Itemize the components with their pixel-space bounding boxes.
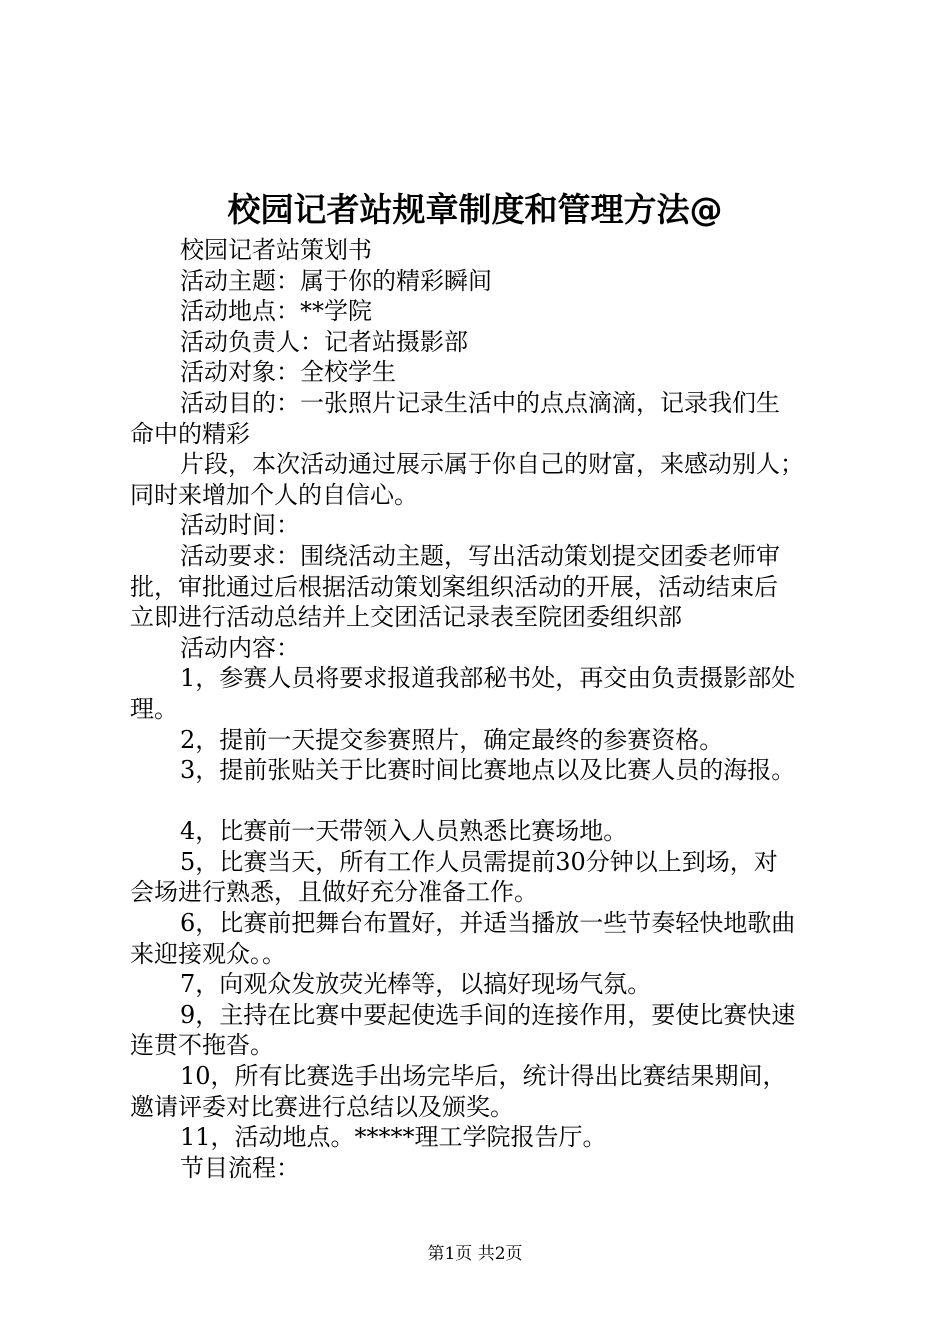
text-line: 4，比赛前一天带领入人员熟悉比赛场地。	[180, 817, 628, 846]
text-line: 6，比赛前把舞台布置好，并适当播放一些节奏轻快地歌曲	[180, 909, 796, 938]
text-line: 校园记者站策划书	[180, 236, 372, 264]
text-line: 理。	[130, 694, 178, 723]
document-body	[130, 235, 835, 1183]
text-line: 批，审批通过后根据活动策划案组织活动的开展，活动结束后	[130, 572, 778, 601]
text-line: 3，提前张贴关于比赛时间比赛地点以及比赛人员的海报。	[180, 756, 796, 785]
text-line: 9，主持在比赛中要起使选手间的连接作用，要使比赛快速	[180, 1000, 796, 1029]
page-footer: 第1页 共2页	[427, 1244, 523, 1264]
text-line: 活动主题：属于你的精彩瞬间	[180, 266, 492, 295]
text-line: 同时来增加个人的自信心。	[130, 480, 418, 509]
text-line: 2，提前一天提交参赛照片，确定最终的参赛资格。	[180, 725, 724, 754]
text-line: 命中的精彩	[130, 419, 250, 448]
text-line: 活动负责人：记者站摄影部	[180, 327, 468, 356]
text-line: 活动要求：围绕活动主题，写出活动策划提交团委老师审	[180, 541, 780, 570]
text-line: 10，所有比赛选手出场完毕后，统计得出比赛结果期间，	[180, 1062, 787, 1091]
text-line: 会场进行熟悉，且做好充分准备工作。	[130, 878, 538, 907]
text-line: 7，向观众发放荧光棒等，以搞好现场气氛。	[180, 970, 652, 999]
document-title: 校园记者站规章制度和管理方法@	[227, 190, 723, 229]
text-line: 活动时间：	[180, 511, 300, 540]
text-line: 活动目的：一张照片记录生活中的点点滴滴，记录我们生	[180, 388, 780, 417]
text-line: 5，比赛当天，所有工作人员需提前30分钟以上到场，对	[180, 847, 778, 876]
text-line: 片段，本次活动通过展示属于你自己的财富，来感动别人；	[180, 450, 804, 479]
text-line: 来迎接观众。。	[130, 939, 286, 968]
text-line: 活动内容：	[180, 633, 300, 662]
text-line: 活动地点：**学院	[180, 297, 372, 326]
text-line: 11，活动地点。*****理工学院报告厅。	[180, 1123, 607, 1152]
text-line: 1，参赛人员将要求报道我部秘书处，再交由负责摄影部处	[180, 664, 796, 693]
blank-line	[130, 786, 835, 817]
text-line: 连贯不拖沓。	[130, 1031, 274, 1060]
text-line: 活动对象：全校学生	[180, 358, 396, 387]
text-line: 节目流程：	[180, 1153, 300, 1182]
text-line: 立即进行活动总结并上交团活记录表至院团委组织部	[130, 603, 682, 632]
text-line: 邀请评委对比赛进行总结以及颁奖。	[130, 1092, 514, 1121]
